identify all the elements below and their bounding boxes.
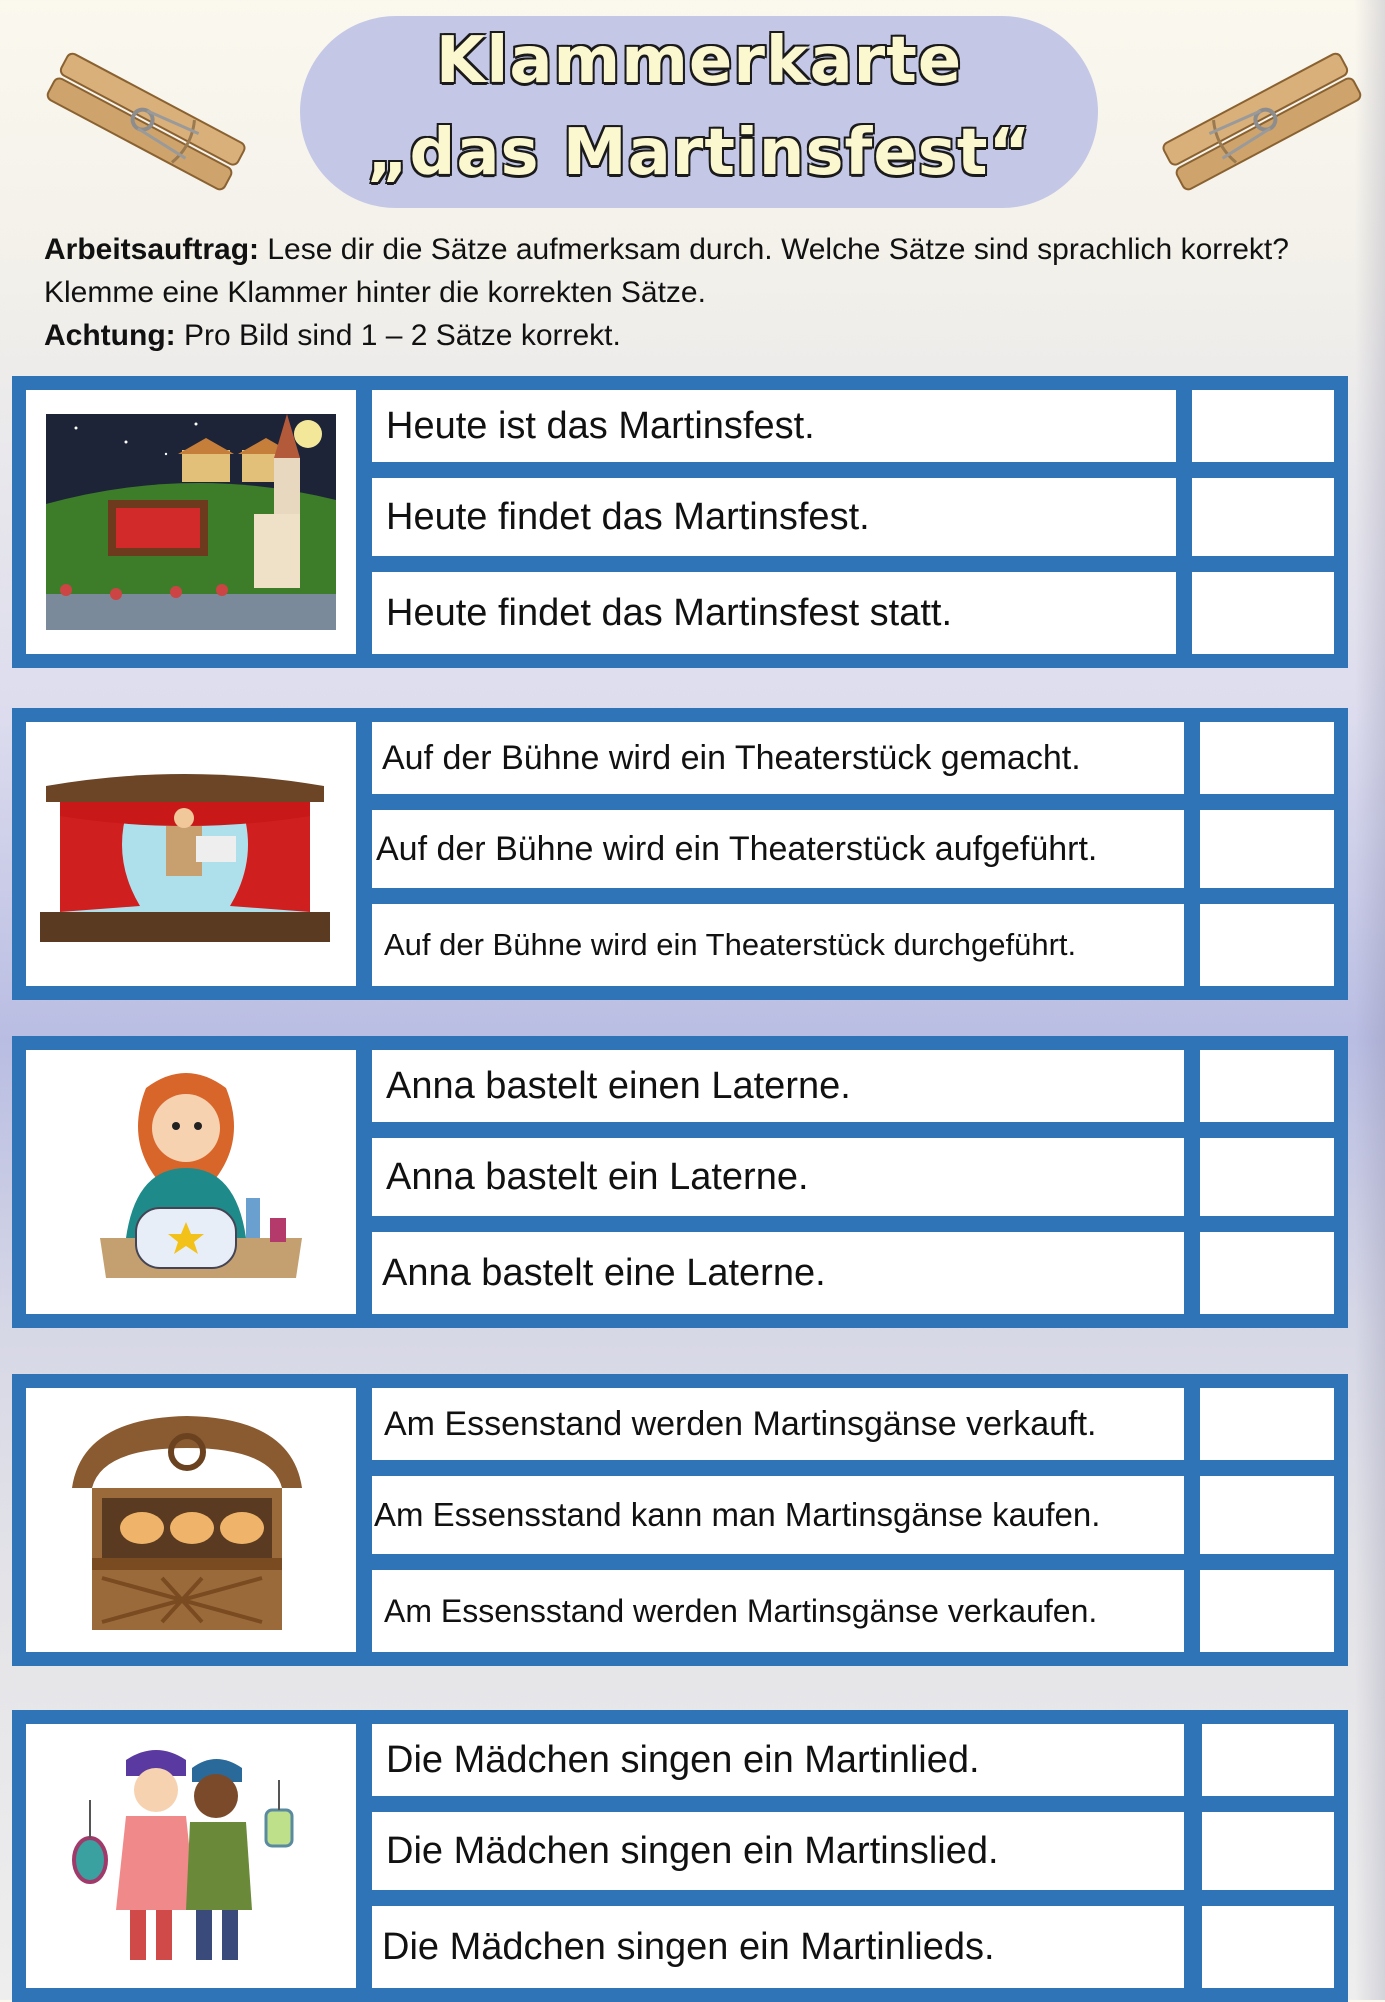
puppet-theater-stage-illustration	[40, 766, 330, 942]
clip-target-box[interactable]	[1200, 1570, 1334, 1652]
clip-target-box[interactable]	[1200, 1232, 1334, 1314]
sentence-option: Am Essenstand werden Martinsgänse verkauft.	[372, 1388, 1184, 1460]
clip-target-box[interactable]	[1202, 1724, 1334, 1796]
page-title: Klammerkarte	[435, 24, 963, 98]
task-card-4	[12, 1374, 1348, 1666]
clip-target-box[interactable]	[1200, 810, 1334, 888]
clip-target-box[interactable]	[1200, 722, 1334, 794]
clip-target-box[interactable]	[1202, 1906, 1334, 1988]
sentence-option: Die Mädchen singen ein Martinslied.	[372, 1812, 1184, 1890]
sentence-option: Anna bastelt einen Laterne.	[372, 1050, 1184, 1122]
task-image-cell	[26, 1724, 356, 1988]
sentence-option: Die Mädchen singen ein Martinlied.	[372, 1724, 1184, 1796]
sentence-option: Heute ist das Martinsfest.	[372, 390, 1176, 462]
clothespin-icon	[1160, 46, 1370, 196]
clip-target-box[interactable]	[1200, 904, 1334, 986]
girls-with-lanterns-illustration	[66, 1740, 316, 1976]
sentence-option: Am Essensstand kann man Martinsgänse kaufen.	[372, 1476, 1184, 1554]
clip-target-box[interactable]	[1200, 1138, 1334, 1216]
sentence-option: Anna bastelt eine Laterne.	[372, 1232, 1184, 1314]
task-image-cell	[26, 1388, 356, 1652]
task-image-cell	[26, 390, 356, 654]
sentence-option: Die Mädchen singen ein Martinlieds.	[372, 1906, 1184, 1988]
clip-target-box[interactable]	[1200, 1476, 1334, 1554]
sentence-option: Am Essensstand werden Martinsgänse verkaufen.	[372, 1570, 1184, 1652]
task-card-1	[12, 376, 1348, 668]
task-card-2	[12, 708, 1348, 1000]
sentence-option: Heute findet das Martinsfest statt.	[372, 572, 1176, 654]
girl-crafting-lantern-illustration	[96, 1068, 306, 1298]
clip-target-box[interactable]	[1192, 390, 1334, 462]
clip-target-box[interactable]	[1200, 1050, 1334, 1122]
task-card-5	[12, 1710, 1348, 2002]
task-instruction	[44, 228, 1324, 314]
sentence-option: Auf der Bühne wird ein Theaterstück durchgeführt.	[372, 904, 1184, 986]
clip-target-box[interactable]	[1192, 572, 1334, 654]
clip-target-box[interactable]	[1200, 1388, 1334, 1460]
instructions	[44, 228, 1324, 357]
task-text: Lese dir die Sätze aufmerksam durch. Welche Sätze sind sprachlich korrekt? Klemme eine Klammer hinter die korrekten Sätze.	[44, 233, 1289, 309]
sentence-option: Auf der Bühne wird ein Theaterstück aufgeführt.	[372, 810, 1184, 888]
task-note	[44, 314, 1324, 357]
sentence-option: Anna bastelt ein Laterne.	[372, 1138, 1184, 1216]
note-text: Pro Bild sind 1 – 2 Sätze korrekt.	[175, 319, 621, 352]
sentence-option: Heute findet das Martinsfest.	[372, 478, 1176, 556]
task-image-cell	[26, 722, 356, 986]
food-stand-geese-illustration	[62, 1408, 312, 1638]
clip-target-box[interactable]	[1192, 478, 1334, 556]
task-image-cell	[26, 1050, 356, 1314]
task-label: Arbeitsauftrag:	[44, 233, 260, 266]
sentence-option: Auf der Bühne wird ein Theaterstück gemacht.	[372, 722, 1184, 794]
clothespin-icon	[38, 46, 248, 196]
note-label: Achtung:	[44, 319, 176, 352]
clip-target-box[interactable]	[1202, 1812, 1334, 1890]
martinsfest-scene-illustration	[46, 414, 336, 630]
task-card-3	[12, 1036, 1348, 1328]
page-edge-shadow	[1355, 0, 1385, 2000]
page-subtitle: „das Martinsfest“	[366, 116, 1032, 190]
